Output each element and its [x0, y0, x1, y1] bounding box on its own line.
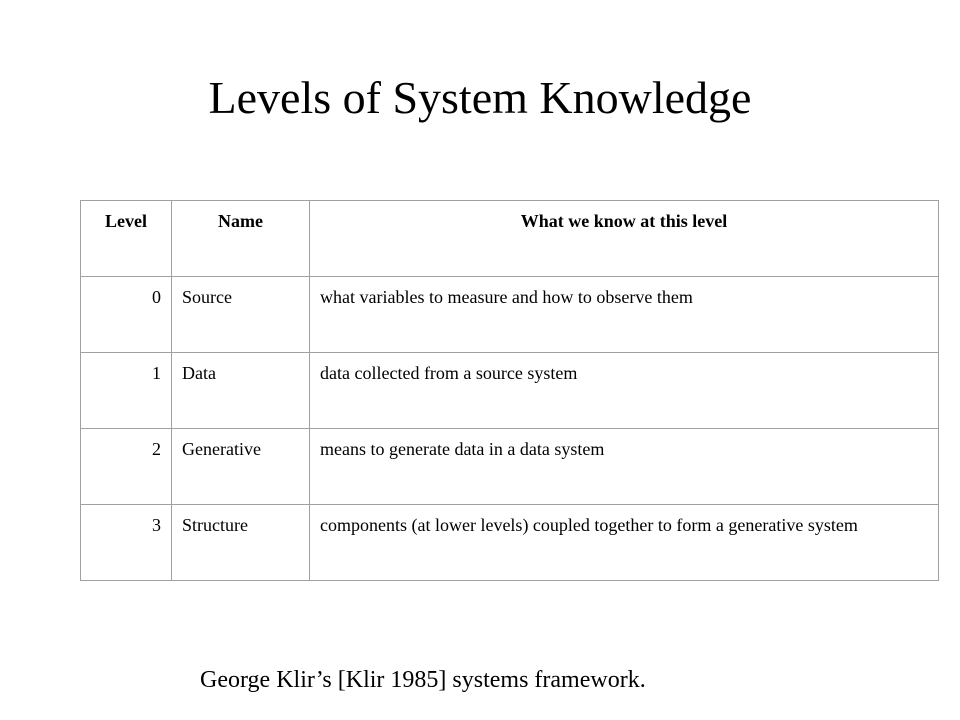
- name-cell: Structure: [172, 505, 310, 581]
- slide-caption: George Klir’s [Klir 1985] systems framework.: [200, 667, 646, 693]
- level-cell: 3: [81, 505, 172, 581]
- description-cell: what variables to measure and how to observe them: [310, 277, 939, 353]
- header-name: Name: [172, 201, 310, 277]
- level-cell: 2: [81, 429, 172, 505]
- table-row: [81, 277, 939, 353]
- description-cell: means to generate data in a data system: [310, 429, 939, 505]
- level-cell: 1: [81, 353, 172, 429]
- header-level: Level: [81, 201, 172, 277]
- name-cell: Generative: [172, 429, 310, 505]
- table-row: [81, 429, 939, 505]
- header-description: What we know at this level: [310, 201, 939, 277]
- name-cell: Source: [172, 277, 310, 353]
- table-header-row: [81, 201, 939, 277]
- table-row: [81, 505, 939, 581]
- name-cell: Data: [172, 353, 310, 429]
- level-cell: 0: [81, 277, 172, 353]
- description-cell: data collected from a source system: [310, 353, 939, 429]
- slide-title: Levels of System Knowledge: [208, 72, 752, 123]
- description-cell: components (at lower levels) coupled together to form a generative system: [310, 505, 939, 581]
- knowledge-levels-table: [80, 200, 939, 581]
- table-row: [81, 353, 939, 429]
